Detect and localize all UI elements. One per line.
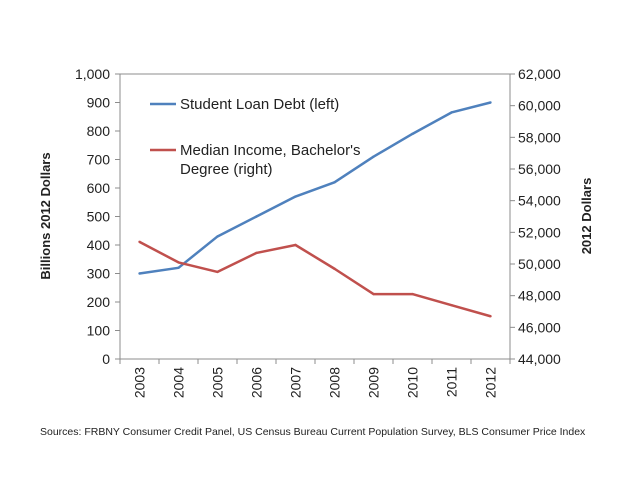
x-tick-label: 2011 [443, 367, 460, 398]
left-tick-label: 400 [86, 237, 110, 253]
right-tick-label: 48,000 [518, 287, 561, 304]
legend-label-median-income-line2: Degree (right) [180, 161, 273, 178]
data-point-student-loan-debt [177, 267, 179, 269]
right-tick-label: 54,000 [518, 192, 561, 209]
left-tick-label: 200 [86, 294, 110, 310]
right-tick-label: 52,000 [518, 224, 561, 241]
left-tick-label: 600 [86, 180, 110, 196]
series-layer [138, 101, 491, 317]
data-point-student-loan-debt [294, 195, 296, 197]
left-tick-label: 700 [86, 151, 110, 168]
right-tick-label: 50,000 [518, 256, 561, 272]
left-axis-ticks [75, 66, 120, 367]
data-point-student-loan-debt [411, 133, 413, 135]
series-line-median-income [140, 242, 491, 316]
data-point-median-income [138, 241, 140, 243]
left-tick-label: 1,000 [74, 66, 110, 82]
legend-label-student-loan-debt: Student Loan Debt (left) [180, 96, 340, 113]
data-point-median-income [372, 293, 374, 295]
data-point-student-loan-debt [216, 235, 218, 237]
x-tick-label: 2012 [482, 367, 499, 399]
left-tick-label: 800 [86, 123, 110, 139]
right-tick-label: 46,000 [518, 319, 561, 336]
data-point-median-income [489, 315, 491, 317]
data-point-student-loan-debt [255, 215, 257, 217]
data-point-median-income [216, 271, 218, 273]
left-axis-title: Billions 2012 Dollars [38, 152, 53, 280]
data-point-student-loan-debt [450, 111, 452, 113]
left-tick-label: 500 [86, 208, 110, 225]
data-point-student-loan-debt [372, 155, 374, 157]
data-point-median-income [177, 261, 179, 263]
x-tick-label: 2003 [131, 367, 148, 399]
data-point-median-income [255, 252, 257, 254]
left-tick-label: 900 [86, 94, 110, 111]
data-point-median-income [294, 244, 296, 246]
left-tick-label: 0 [102, 351, 110, 367]
plot-area [120, 74, 510, 359]
right-tick-label: 62,000 [518, 66, 561, 82]
data-point-median-income [411, 293, 413, 295]
x-tick-label: 2004 [170, 367, 187, 399]
right-tick-label: 60,000 [518, 97, 561, 114]
right-tick-label: 58,000 [518, 129, 561, 146]
right-axis-title: 2012 Dollars [579, 177, 594, 255]
data-point-median-income [450, 304, 452, 306]
x-tick-label: 2009 [365, 367, 382, 399]
x-tick-label: 2010 [404, 367, 421, 399]
x-tick-label: 2008 [326, 367, 343, 399]
x-tick-label: 2005 [209, 367, 226, 399]
right-tick-label: 44,000 [518, 351, 561, 367]
right-tick-label: 56,000 [518, 161, 561, 177]
data-point-student-loan-debt [333, 181, 335, 183]
x-axis-ticks [120, 359, 510, 398]
series-line-student-loan-debt [140, 103, 491, 274]
source-note: Sources: FRBNY Consumer Credit Panel, US Census Bureau Current Population Survey, BLS Consumer Price Index [40, 426, 586, 438]
left-tick-label: 100 [86, 322, 110, 339]
legend [150, 96, 360, 178]
data-point-median-income [333, 268, 335, 270]
left-tick-label: 300 [86, 265, 110, 282]
right-axis-ticks [510, 66, 561, 367]
data-point-student-loan-debt [138, 272, 140, 274]
x-tick-label: 2006 [248, 367, 265, 399]
legend-label-median-income-line1: Median Income, Bachelor's [180, 142, 361, 159]
data-point-student-loan-debt [489, 101, 491, 103]
x-tick-label: 2007 [287, 367, 304, 399]
